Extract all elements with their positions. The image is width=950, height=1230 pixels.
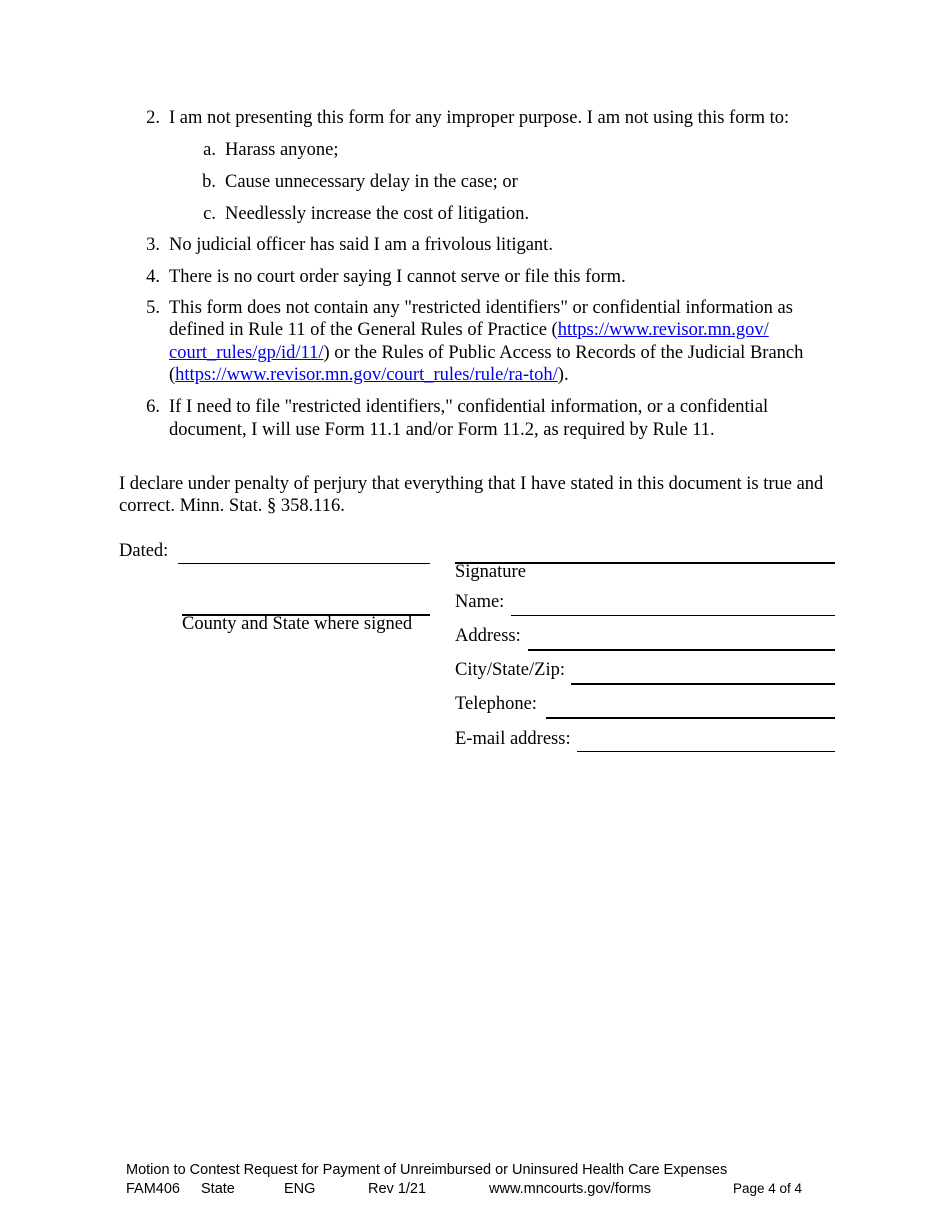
subitem-text: Needlessly increase the cost of litigation. [225,204,530,224]
subitem-letter: a. [203,140,216,160]
subitem-letter: b. [202,172,216,192]
item-text-with-link [169,320,769,341]
address-line[interactable] [528,649,835,651]
item-number: 6. [146,397,160,417]
telephone-label: Telephone: [455,694,537,714]
item-number: 4. [146,267,160,287]
footer-language: ENG [284,1181,316,1197]
item-text: If I need to file "restricted identifiers," confidential information, or a confidential [169,397,769,417]
city-state-zip-label: City/State/Zip: [455,660,565,680]
item-number: 5. [146,298,160,318]
item-text-with-link [169,343,803,364]
footer-form-id: FAM406 [126,1181,180,1197]
rule-11-link[interactable]: https://www.revisor.mn.gov/ [557,320,769,340]
footer-url: www.mncourts.gov/forms [489,1181,651,1197]
footer-revision: Rev 1/21 [368,1181,427,1197]
dated-label: Dated: [119,541,169,561]
declaration-line: correct. Minn. Stat. § 358.116. [119,496,345,516]
item-text: document, I will use Form 11.1 and/or Form 11.2, as required by Rule 11. [169,420,715,440]
close-paren: ). [557,365,569,385]
address-label: Address: [455,626,521,646]
public-access-rules-link[interactable]: https://www.revisor.mn.gov/court_rules/rule/ra-toh/ [175,365,558,385]
open-paren: ( [169,365,176,385]
email-label: E-mail address: [455,729,571,749]
rule-11-link-continued[interactable]: court_rules/gp/id/11/ [169,343,324,363]
item-text-with-link [169,365,569,386]
item-text: This form does not contain any "restricted identifiers" or confidential information as [169,298,793,318]
name-label: Name: [455,592,505,612]
subitem-letter: c. [203,204,216,224]
city-state-zip-line[interactable] [571,683,835,685]
item-number: 3. [146,235,160,255]
footer-page-number: Page 4 of 4 [733,1181,803,1196]
footer-jurisdiction: State [201,1181,235,1197]
item-text: ) or the Rules of Public Access to Records of the Judicial Branch [323,343,804,363]
signature-label: Signature [455,562,526,582]
county-label: County and State where signed [182,614,413,634]
footer-title: Motion to Contest Request for Payment of Unreimbursed or Uninsured Health Care Expenses [126,1162,728,1178]
subitem-text: Harass anyone; [225,140,339,160]
item-text: There is no court order saying I cannot serve or file this form. [169,267,626,287]
item-text: defined in Rule 11 of the General Rules of Practice ( [169,320,558,340]
dated-line[interactable] [178,563,430,564]
telephone-line[interactable] [546,717,835,719]
item-number: 2. [146,108,160,128]
declaration-line: I declare under penalty of perjury that everything that I have stated in this document is true and [119,474,824,494]
item-text: I am not presenting this form for any improper purpose. I am not using this form to: [169,108,790,128]
item-text: No judicial officer has said I am a frivolous litigant. [169,235,553,255]
name-line[interactable] [511,615,835,616]
email-line[interactable] [577,751,835,752]
subitem-text: Cause unnecessary delay in the case; or [225,172,518,192]
